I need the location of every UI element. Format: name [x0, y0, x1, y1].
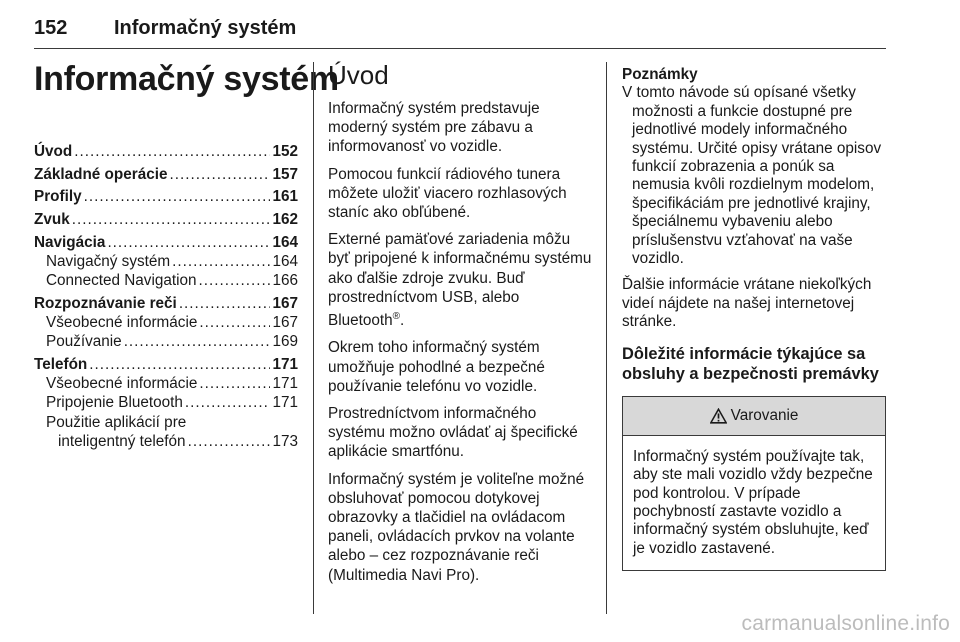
toc-leader-dots — [169, 165, 270, 184]
toc-entry — [34, 374, 298, 393]
toc-entry-title: Úvod — [34, 143, 73, 160]
toc-leader-dots — [172, 252, 270, 271]
toc-entry-title: Základné operácie — [34, 165, 168, 183]
column-divider — [313, 62, 314, 614]
toc-entry-page: 167 — [272, 314, 298, 332]
toc-entry — [34, 355, 298, 374]
toc-entry-title: Pripojenie Bluetooth — [46, 394, 183, 412]
toc-leader-dots — [199, 374, 270, 393]
toc-leader-dots — [188, 432, 271, 451]
column-divider — [606, 62, 607, 614]
toc-entry-page: 164 — [272, 253, 298, 271]
toc-entry-title: Navigácia — [34, 233, 106, 251]
toc-entry — [34, 142, 298, 161]
toc-entry-title: Používanie — [46, 333, 122, 351]
toc-entry-page: 164 — [272, 233, 298, 251]
toc-entry-page: 171 — [272, 375, 298, 393]
toc-entry-page: 169 — [272, 333, 298, 351]
toc-entry-page: 171 — [272, 394, 298, 412]
toc-entry — [34, 187, 298, 206]
toc-entry-page: 157 — [272, 165, 298, 183]
more-info-text: Ďalšie informácie vrátane niekoľkých videí nájdete na našej internetovej stránke. — [622, 276, 872, 331]
safety-heading: Dôležité informácie týkajúce sa obsluhy a bezpečnosti premávky — [622, 344, 879, 383]
intro-paragraph: Informačný systém predstavuje moderný systém pre zábavu a informovanosť vo vozidle. — [328, 100, 540, 156]
warning-text: Informačný systém používajte tak, aby ste mali vozidlo vždy bezpečne pod kontrolou. V prípade pochybností zastavte vozidlo a informačný systém obsluhujte, keď je vozidlo zastavené. — [633, 447, 873, 557]
toc-entry-page: 161 — [272, 188, 298, 206]
watermark: carmanualsonline.info — [741, 612, 950, 635]
warning-box — [622, 396, 886, 571]
toc-entry-title: inteligentný telefón — [58, 432, 186, 450]
note-text: V tomto návode sú opísané všetky možnosti a funkcie dostupné pre jednotlivé modely informačného systému. Určité opisy vrátane opisov funkcií zobrazenia a ponúk sa nemusia kvôli rozdielnym modelom, špecifikáciám pre jednotlivé krajiny, špeciálnemu vybaveniu alebo príslušenstvu vzťahovať na vaše vozidlo. — [622, 84, 882, 268]
toc-leader-dots — [185, 393, 271, 412]
intro-paragraph: Informačný systém je voliteľne možné obsluhovať pomocou dotykovej obrazovky a tlačidiel na ovládacom paneli, ovládacích prvkov na volante alebo – cez rozpoznávanie reči (Multimedia Navi Pro). — [328, 470, 585, 584]
toc-entry-title: Všeobecné informácie — [46, 314, 198, 332]
intro-paragraph: Okrem toho informačný systém umožňuje pohodlné a bezpečné používanie telefónu vo vozidle. — [328, 339, 545, 395]
intro-column — [328, 60, 596, 593]
toc-leader-dots — [72, 210, 271, 229]
toc-entry — [34, 413, 298, 432]
note-title: Poznámky — [622, 66, 698, 83]
intro-paragraph: Prostredníctvom informačného systému možno ovládať aj špecifické aplikácie smartfónu. — [328, 404, 578, 461]
toc-entry-title: Rozpoznávanie reči — [34, 294, 177, 312]
toc-leader-dots — [199, 313, 270, 332]
toc-leader-dots — [89, 355, 270, 374]
notes-column — [622, 66, 888, 571]
toc-entry-page: 152 — [272, 143, 298, 160]
toc-entry — [34, 313, 298, 332]
warning-title: Varovanie — [730, 406, 799, 424]
toc-entry — [34, 332, 298, 351]
toc-entry — [34, 294, 298, 313]
intro-paragraph: Pomocou funkcií rádiového tunera môžete uložiť viacero rozhlasových staníc ako obľúbené. — [328, 165, 567, 222]
toc-entry-title: Connected Navigation — [46, 272, 197, 290]
toc-entry — [34, 233, 298, 252]
running-header — [34, 8, 886, 49]
trademark-symbol: ® — [392, 311, 401, 323]
toc-entry — [34, 252, 298, 271]
toc-entry-title: Použitie aplikácií pre — [46, 413, 187, 431]
toc-entry-page: 167 — [272, 294, 298, 312]
toc-entry-title: Navigačný systém — [46, 253, 171, 271]
toc-entry-page: 173 — [272, 432, 298, 450]
intro-paragraph: Externé pamäťové zariadenia môžu byť pripojené k informačnému systému ako ďalšie zdroje zvuku. Buď prostredníctvom USB, alebo Bluetooth®. — [328, 231, 592, 330]
toc-entry-title: Telefón — [34, 356, 88, 374]
warning-triangle-icon — [710, 408, 727, 424]
toc-leader-dots — [74, 142, 270, 161]
toc-entry-page: 166 — [272, 272, 298, 290]
toc-leader-dots — [107, 233, 270, 252]
toc-entry — [34, 393, 298, 412]
toc-entry — [34, 271, 298, 290]
chapter-title: Informačný systém — [34, 60, 339, 98]
running-title: Informačný systém — [114, 17, 297, 39]
toc-entry-title: Všeobecné informácie — [46, 375, 198, 393]
table-of-contents — [34, 142, 298, 451]
section-heading-intro: Úvod — [328, 60, 389, 90]
toc-leader-dots — [199, 271, 271, 290]
toc-entry-title: Profily — [34, 188, 82, 206]
toc-entry — [34, 432, 298, 451]
toc-leader-dots — [179, 294, 271, 313]
page-number: 152 — [34, 17, 68, 39]
toc-entry — [34, 165, 298, 184]
toc-entry-page: 171 — [272, 356, 298, 374]
toc-entry — [34, 210, 298, 229]
toc-leader-dots — [84, 187, 271, 206]
toc-entry-page: 162 — [272, 211, 298, 229]
warning-header — [623, 397, 885, 436]
toc-leader-dots — [124, 332, 271, 351]
toc-entry-title: Zvuk — [34, 211, 70, 229]
